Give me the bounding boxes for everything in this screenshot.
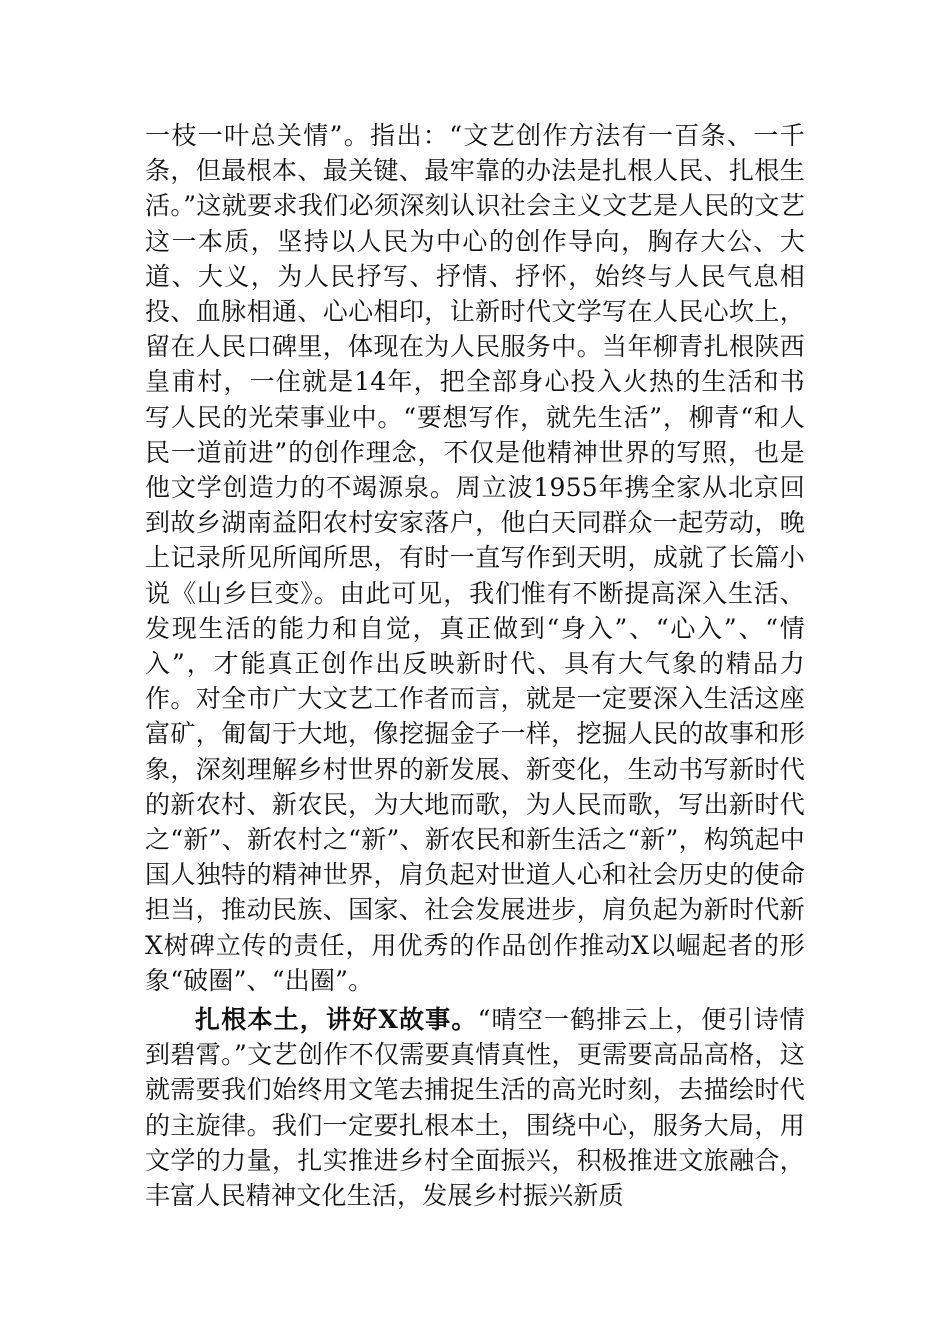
paragraph-2-lead: 扎根本土，讲好X故事。: [195, 1005, 478, 1035]
paragraph-2-text: “晴空一鹤排云上，便引诗情到碧霄。”文艺创作不仅需要真情真性，更需要高品高格，这就需要我们始终用文笔去捕捉生活的高光时刻，去描绘时代的主旋律。我们一定要扎根本土，围绕中心，服务大局，用文学的力量，扎实推进乡村全面振兴，积极推进文旅融合，丰富人民精神文化生活，发展乡村振兴新质: [145, 1005, 805, 1211]
paragraph-2: [145, 1002, 805, 1213]
paragraph-1-text: 一枝一叶总关情”。指出：“文艺创作方法有一百条、一千条，但最根本、最关键、最牢靠的办法是扎根人民、扎根生活。”这就要求我们必须深刻认识社会主义文艺是人民的文艺这一本质，坚持以人民为中心的创作导向，胸存大公、大道、大义，为人民抒写、抒情、抒怀，始终与人民气息相投、血脉相通、心心相印，让新时代文学写在人民心坎上，留在人民口碑里，体现在为人民服务中。当年柳青扎根陕西皇甫村，一住就是14年，把全部身心投入火热的生活和书写人民的光荣事业中。“要想写作，就先生活”，柳青“和人民一道前进”的创作理念，不仅是他精神世界的写照，也是他文学创造力的不竭源泉。周立波1955年携全家从北京回到故乡湖南益阳农村安家落户，他白天同群众一起劳动，晚上记录所见所闻所思，有时一直写作到天明，成就了长篇小说《山乡巨变》。由此可见，我们惟有不断提高深入生活、发现生活的能力和自觉，真正做到“身入”、“心入”、“情入”，才能真正创作出反映新时代、具有大气象的精品力作。对全市广大文艺工作者而言，就是一定要深入生活这座富矿，匍匐于大地，像挖掘金子一样，挖掘人民的故事和形象，深刻理解乡村世界的新发展、新变化，生动书写新时代的新农村、新农民，为大地而歌，为人民而歌，写出新时代之“新”、新农村之“新”、新农民和新生活之“新”，构筑起中国人独特的精神世界，肩负起对世道人心和社会历史的使命担当，推动民族、国家、社会发展进步，肩负起为新时代新X树碑立传的责任，用优秀的作品创作推动X以崛起者的形象“破圈”、“出圈”。: [145, 121, 805, 995]
document-body: [145, 118, 805, 1213]
paragraph-1: [145, 118, 805, 998]
